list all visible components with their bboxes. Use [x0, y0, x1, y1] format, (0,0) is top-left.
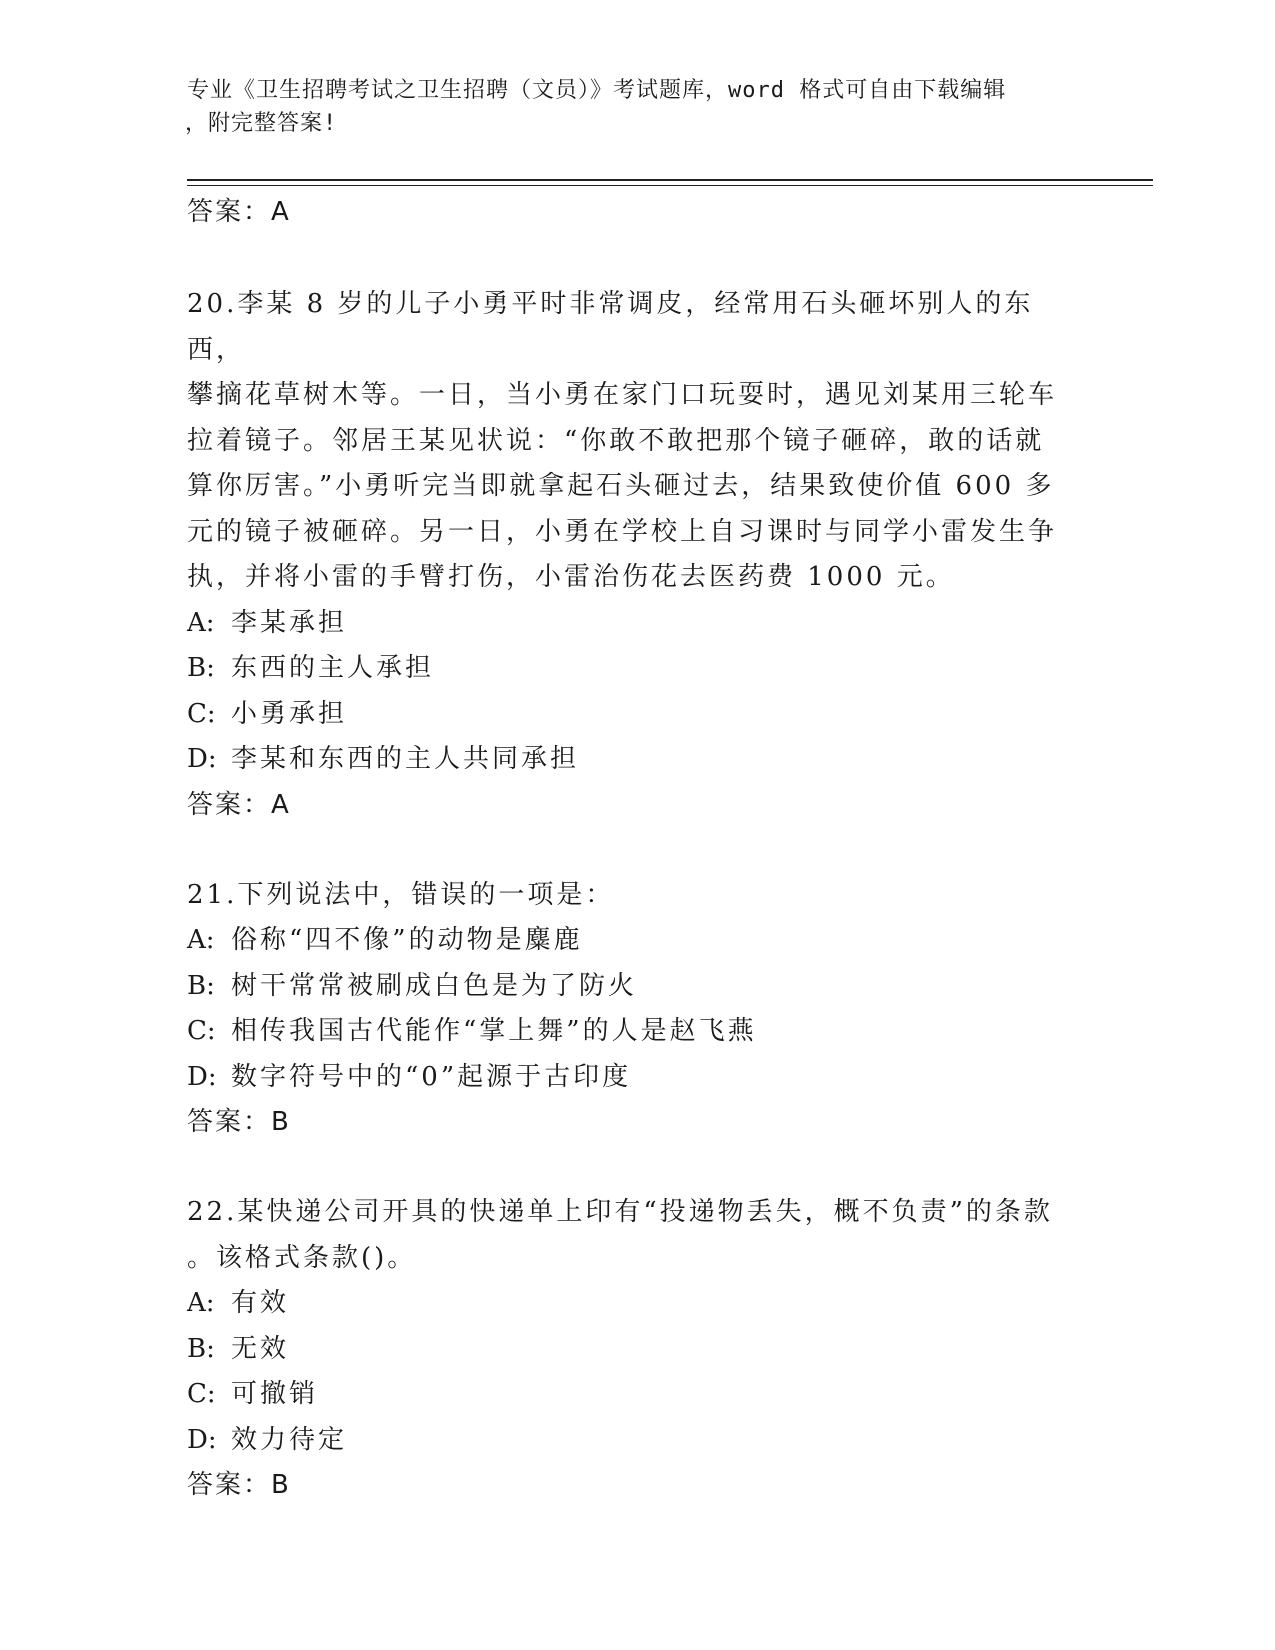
question-line: 20.李某 8 岁的儿子小勇平时非常调皮，经常用石头砸坏别人的东西，: [187, 289, 1034, 365]
option-key: D:: [187, 1061, 217, 1092]
option-key: B:: [187, 970, 215, 1001]
question-line: 拉着镜子。邻居王某见状说：“你敢不敢把那个镜子砸碎，敢的话就: [187, 425, 1045, 456]
question-text: [187, 1190, 1087, 1281]
header-rule-thick: [187, 179, 1153, 181]
option-d: [187, 737, 1087, 783]
option-key: C:: [187, 698, 216, 729]
option-text: 效力待定: [231, 1424, 348, 1455]
answer-value: A: [271, 197, 291, 227]
answer-line: [187, 1100, 1087, 1145]
header-line-2: ，附完整答案!: [185, 111, 338, 136]
option-key: D:: [187, 1424, 217, 1455]
document-header: [187, 74, 1077, 140]
option-key: C:: [187, 1016, 216, 1046]
question-22: [187, 1190, 1087, 1508]
option-text: 相传我国古代能作“掌上舞”的人是赵飞燕: [231, 1016, 757, 1046]
option-text: 李某承担: [231, 607, 348, 638]
question-line: 元的镜子被砸碎。另一日，小勇在学校上自习课时与同学小雷发生争: [187, 516, 1058, 547]
option-key: D:: [187, 744, 217, 774]
answer-line: [187, 1463, 1087, 1508]
option-text: 东西的主人承担: [231, 653, 435, 683]
answer-value: B: [271, 1470, 291, 1500]
document-body: [187, 190, 1087, 1508]
option-text: 有效: [231, 1288, 290, 1318]
answer-label: 答案：: [187, 197, 272, 227]
question-line: 攀摘花草树木等。一日，当小勇在家门口玩耍时，遇见刘某用三轮车: [187, 380, 1058, 410]
answer-label: 答案：: [187, 1470, 272, 1500]
option-b: [187, 964, 1087, 1010]
option-c: [187, 692, 1087, 738]
question-line: 执，并将小雷的手臂打伤，小雷治伤花去医药费 1000 元。: [187, 562, 955, 592]
option-text: 俗称“四不像”的动物是麋鹿: [231, 925, 583, 955]
answer-label: 答案：: [187, 1107, 272, 1137]
option-key: C:: [187, 1379, 216, 1409]
question-text: [187, 282, 1087, 601]
answer-line: [187, 783, 1087, 828]
option-d: [187, 1418, 1087, 1464]
header-rule-thin: [187, 185, 1153, 186]
option-key: A:: [187, 607, 215, 638]
option-key: A:: [187, 925, 215, 955]
question-20: [187, 282, 1087, 828]
answer-value: B: [271, 1107, 291, 1137]
option-text: 李某和东西的主人共同承担: [231, 744, 580, 774]
answer-label: 答案：: [187, 789, 272, 820]
option-key: B:: [187, 1333, 215, 1364]
option-b: [187, 1327, 1087, 1373]
question-line: 21.下列说法中，错误的一项是：: [187, 879, 615, 910]
question-line: 。该格式条款()。: [187, 1242, 417, 1273]
option-c: [187, 1372, 1087, 1418]
header-line-1: 专业《卫生招聘考试之卫生招聘（文员）》考试题库，word 格式可自由下载编辑: [187, 78, 1007, 103]
option-key: A:: [187, 1288, 215, 1318]
question-text: [187, 873, 1087, 919]
answer-line: [187, 190, 1087, 235]
option-text: 数字符号中的“0”起源于古印度: [231, 1061, 632, 1092]
option-a: [187, 601, 1087, 647]
question-21: [187, 873, 1087, 1146]
option-text: 小勇承担: [231, 698, 348, 729]
question-line: 算你厉害。”小勇听完当即就拿起石头砸过去，结果致使价值 600 多: [187, 471, 1055, 501]
option-key: B:: [187, 653, 215, 683]
option-a: [187, 1281, 1087, 1327]
option-d: [187, 1055, 1087, 1101]
option-a: [187, 918, 1087, 964]
option-text: 可撤销: [231, 1379, 319, 1409]
question-line: 22.某快递公司开具的快递单上印有“投递物丢失，概不负责”的条款: [187, 1197, 1053, 1227]
option-c: [187, 1009, 1087, 1055]
option-text: 无效: [231, 1333, 290, 1364]
answer-value: A: [271, 789, 291, 820]
option-b: [187, 646, 1087, 692]
option-text: 树干常常被刷成白色是为了防火: [231, 970, 638, 1001]
